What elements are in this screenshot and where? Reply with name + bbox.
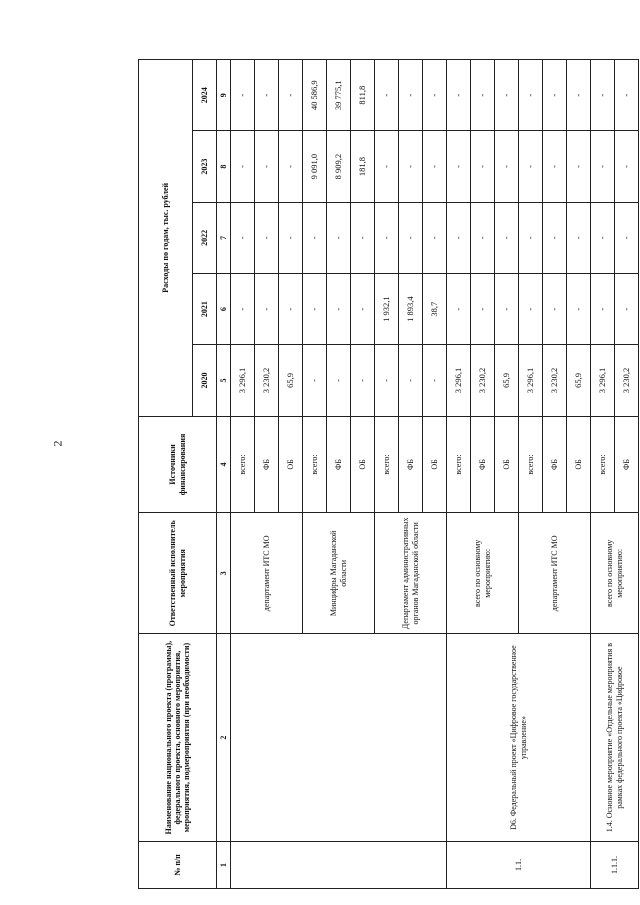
header-year: 2020 bbox=[193, 345, 217, 416]
value-cell: - bbox=[375, 202, 399, 273]
value-cell: 8 909,2 bbox=[327, 131, 351, 202]
row-number-cell bbox=[231, 841, 447, 888]
executor-cell: департамент ИТС МО bbox=[231, 513, 303, 634]
value-cell: 65,9 bbox=[567, 345, 591, 416]
value-cell: - bbox=[279, 202, 303, 273]
value-cell: - bbox=[423, 131, 447, 202]
header-year: 2022 bbox=[193, 202, 217, 273]
source-cell: всего: bbox=[303, 416, 327, 513]
value-cell: - bbox=[327, 274, 351, 345]
column-number: 4 bbox=[217, 416, 231, 513]
value-cell: - bbox=[231, 274, 255, 345]
value-cell: - bbox=[495, 131, 519, 202]
value-cell: 65,9 bbox=[279, 345, 303, 416]
source-cell: ФБ bbox=[399, 416, 423, 513]
header-expenses: Расходы по годам, тыс. рублей bbox=[139, 60, 193, 417]
table-body bbox=[231, 60, 639, 889]
value-cell: 38,7 bbox=[423, 274, 447, 345]
value-cell: - bbox=[615, 202, 639, 273]
value-cell: - bbox=[543, 202, 567, 273]
value-cell: - bbox=[447, 274, 471, 345]
value-cell: 65,9 bbox=[495, 345, 519, 416]
column-number: 1 bbox=[217, 841, 231, 888]
value-cell: - bbox=[375, 345, 399, 416]
value-cell: - bbox=[591, 131, 615, 202]
value-cell: 3 296,1 bbox=[231, 345, 255, 416]
value-cell: 1 893,4 bbox=[399, 274, 423, 345]
source-cell: ОБ bbox=[567, 416, 591, 513]
source-cell: ОБ bbox=[279, 416, 303, 513]
source-cell: ФБ bbox=[471, 416, 495, 513]
column-number-row bbox=[217, 60, 231, 889]
source-cell: всего: bbox=[375, 416, 399, 513]
value-cell: - bbox=[279, 131, 303, 202]
executor-cell: Департамент административных органов Магаданской области bbox=[375, 513, 447, 634]
header-num: № п/п bbox=[139, 841, 217, 888]
value-cell: - bbox=[231, 202, 255, 273]
value-cell: - bbox=[399, 60, 423, 131]
table-row bbox=[591, 60, 615, 889]
column-number: 7 bbox=[217, 202, 231, 273]
value-cell: - bbox=[255, 202, 279, 273]
value-cell: - bbox=[255, 60, 279, 131]
value-cell: - bbox=[255, 131, 279, 202]
value-cell: 3 230,2 bbox=[543, 345, 567, 416]
value-cell: - bbox=[447, 60, 471, 131]
row-number-cell: 1.1.1. bbox=[591, 841, 639, 888]
financing-table bbox=[138, 59, 639, 889]
value-cell: - bbox=[447, 202, 471, 273]
value-cell: - bbox=[399, 131, 423, 202]
value-cell: - bbox=[375, 60, 399, 131]
source-cell: ФБ bbox=[615, 416, 639, 513]
header-year: 2024 bbox=[193, 60, 217, 131]
value-cell: - bbox=[303, 274, 327, 345]
header-source: Источники финансирования bbox=[139, 416, 217, 513]
row-title-cell bbox=[231, 634, 447, 842]
value-cell: - bbox=[471, 60, 495, 131]
value-cell: - bbox=[591, 202, 615, 273]
source-cell: ФБ bbox=[327, 416, 351, 513]
value-cell: - bbox=[471, 202, 495, 273]
row-title-cell: D6. Федеральный проект «Цифровое государственное управление» bbox=[447, 634, 591, 842]
value-cell: - bbox=[519, 131, 543, 202]
executor-cell: всего по основному мероприятию: bbox=[447, 513, 519, 634]
value-cell: 40 586,9 bbox=[303, 60, 327, 131]
value-cell: - bbox=[423, 345, 447, 416]
row-title-cell: 1.4. Основное мероприятие «Отдельные мероприятия в рамках федерального проекта «Цифровое bbox=[591, 634, 639, 842]
source-cell: всего: bbox=[591, 416, 615, 513]
source-cell: ФБ bbox=[543, 416, 567, 513]
source-cell: ФБ bbox=[255, 416, 279, 513]
value-cell: - bbox=[543, 60, 567, 131]
column-number: 3 bbox=[217, 513, 231, 634]
value-cell: - bbox=[327, 345, 351, 416]
value-cell: 1 932,1 bbox=[375, 274, 399, 345]
value-cell: - bbox=[399, 202, 423, 273]
value-cell: - bbox=[279, 60, 303, 131]
value-cell: - bbox=[615, 274, 639, 345]
value-cell: 39 775,1 bbox=[327, 60, 351, 131]
source-cell: ОБ bbox=[495, 416, 519, 513]
value-cell: 181,8 bbox=[351, 131, 375, 202]
row-number-cell: 1.1. bbox=[447, 841, 591, 888]
value-cell: - bbox=[351, 202, 375, 273]
value-cell: - bbox=[255, 274, 279, 345]
value-cell: - bbox=[567, 202, 591, 273]
value-cell: - bbox=[567, 274, 591, 345]
value-cell: - bbox=[615, 60, 639, 131]
value-cell: - bbox=[399, 345, 423, 416]
value-cell: - bbox=[591, 274, 615, 345]
value-cell: - bbox=[423, 202, 447, 273]
value-cell: - bbox=[495, 274, 519, 345]
value-cell: - bbox=[231, 60, 255, 131]
value-cell: - bbox=[543, 274, 567, 345]
header-year: 2023 bbox=[193, 131, 217, 202]
column-number: 6 bbox=[217, 274, 231, 345]
value-cell: - bbox=[567, 60, 591, 131]
header-executor: Ответственный исполнитель мероприятия bbox=[139, 513, 217, 634]
column-number: 9 bbox=[217, 60, 231, 131]
value-cell: - bbox=[495, 60, 519, 131]
executor-cell: всего по основному мероприятию: bbox=[591, 513, 639, 634]
value-cell: 3 230,2 bbox=[255, 345, 279, 416]
value-cell: - bbox=[327, 202, 351, 273]
header-year: 2021 bbox=[193, 274, 217, 345]
value-cell: - bbox=[231, 131, 255, 202]
value-cell: 3 296,1 bbox=[447, 345, 471, 416]
value-cell: - bbox=[471, 131, 495, 202]
value-cell: - bbox=[303, 202, 327, 273]
value-cell: - bbox=[615, 131, 639, 202]
source-cell: всего: bbox=[447, 416, 471, 513]
page-number: 2 bbox=[50, 440, 65, 447]
value-cell: 811,8 bbox=[351, 60, 375, 131]
executor-cell: департамент ИТС МО bbox=[519, 513, 591, 634]
source-cell: ОБ bbox=[423, 416, 447, 513]
value-cell: 9 091,0 bbox=[303, 131, 327, 202]
value-cell: - bbox=[471, 274, 495, 345]
value-cell: - bbox=[543, 131, 567, 202]
value-cell: - bbox=[303, 345, 327, 416]
source-cell: всего: bbox=[231, 416, 255, 513]
value-cell: - bbox=[279, 274, 303, 345]
value-cell: - bbox=[423, 60, 447, 131]
column-number: 8 bbox=[217, 131, 231, 202]
value-cell: - bbox=[375, 131, 399, 202]
value-cell: - bbox=[351, 274, 375, 345]
table-row bbox=[447, 60, 471, 889]
value-cell: 3 230,2 bbox=[471, 345, 495, 416]
value-cell: 3 296,1 bbox=[519, 345, 543, 416]
value-cell: - bbox=[351, 345, 375, 416]
value-cell: - bbox=[519, 202, 543, 273]
header-name: Наименование национального проекта (программы), федерального проекта, основного мероприятия, мероприятия, подмероприятия (при необходимости) bbox=[139, 634, 217, 842]
table-row bbox=[231, 60, 255, 889]
value-cell: 3 230,2 bbox=[615, 345, 639, 416]
source-cell: всего: bbox=[519, 416, 543, 513]
value-cell: - bbox=[567, 131, 591, 202]
value-cell: - bbox=[591, 60, 615, 131]
column-number: 2 bbox=[217, 634, 231, 842]
value-cell: - bbox=[447, 131, 471, 202]
source-cell: ОБ bbox=[351, 416, 375, 513]
financing-table-wrapper bbox=[138, 59, 631, 889]
executor-cell: Минцифры Магаданской области bbox=[303, 513, 375, 634]
value-cell: - bbox=[495, 202, 519, 273]
value-cell: - bbox=[519, 274, 543, 345]
column-number: 5 bbox=[217, 345, 231, 416]
value-cell: 3 296,1 bbox=[591, 345, 615, 416]
value-cell: - bbox=[519, 60, 543, 131]
